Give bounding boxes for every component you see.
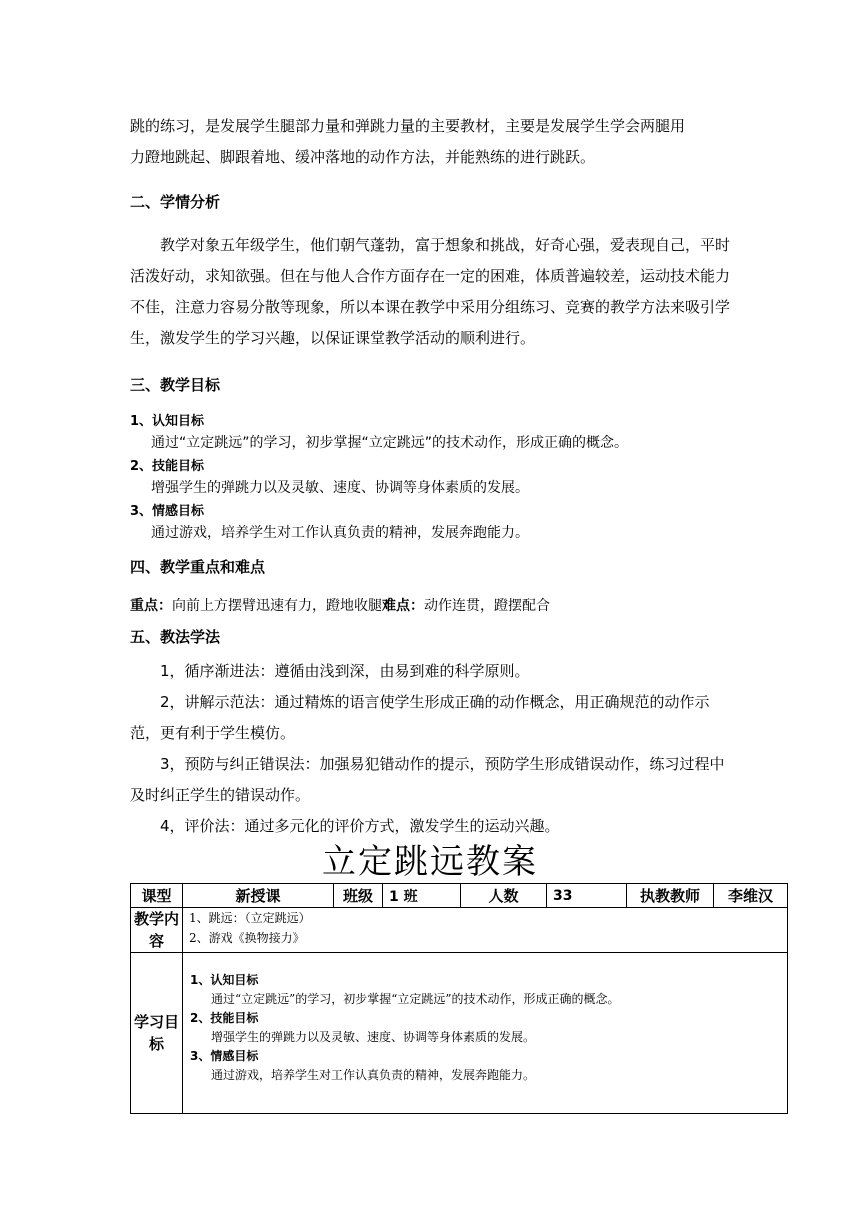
key-text: 向前上方摆臂迅速有力，蹬地收腿 [172, 598, 382, 614]
teacher-label: 执教教师 [627, 884, 714, 908]
goals-cell [183, 953, 788, 1114]
goals-label: 学习目标 [131, 953, 183, 1114]
key-points-line [130, 595, 550, 615]
plan-goal-title: 1、认知目标 [190, 973, 259, 987]
intro-line-1: 跳的练习，是发展学生腿部力量和弹跳力量的主要教材，主要是发展学生学会两腿用 [130, 117, 686, 135]
goal-title-emotion: 3、情感目标 [130, 504, 205, 519]
plan-goal-title: 2、技能目标 [190, 1011, 259, 1025]
content-label: 教学内容 [131, 908, 183, 953]
count-label: 人数 [461, 884, 547, 908]
plan-goal-desc: 通过“立定跳远”的学习，初步掌握“立定跳远”的技术动作，形成正确的概念。 [211, 992, 620, 1006]
plan-header-row [131, 884, 788, 908]
plan-goals-row [131, 953, 788, 1114]
plan-goal-desc: 通过游戏，培养学生对工作认真负责的精神，发展奔跑能力。 [211, 1068, 536, 1082]
goal-desc-skill: 增强学生的弹跳力以及灵敏、速度、协调等身体素质的发展。 [151, 480, 529, 496]
goal-desc-emotion: 通过游戏，培养学生对工作认真负责的精神，发展奔跑能力。 [151, 525, 529, 541]
section-heading-goals: 三、教学目标 [130, 376, 221, 394]
goal-desc-cognitive: 通过“立定跳远”的学习，初步掌握“立定跳远”的技术动作，形成正确的概念。 [151, 435, 629, 451]
content-item: 2、游戏《换物接力》 [189, 931, 305, 945]
goal-title-skill: 2、技能目标 [130, 459, 205, 474]
section-heading-analysis: 二、学情分析 [130, 193, 221, 211]
plan-title: 立定跳远教案 [322, 842, 538, 882]
class-label: 班级 [334, 884, 383, 908]
plan-goal-title: 3、情感目标 [190, 1049, 259, 1063]
method-item-3: 3，预防与纠正错误法：加强易犯错动作的提示，预防学生形成错误动作，练习过程中及时纠正学生的错误动作。 [130, 755, 725, 804]
method-item-4: 4，评价法：通过多元化的评价方式，激发学生的运动兴趣。 [160, 817, 560, 835]
content-item: 1、跳远：（立定跳远） [189, 911, 311, 925]
count-value: 33 [547, 884, 627, 908]
goal-title-cognitive: 1、认知目标 [130, 414, 205, 429]
analysis-paragraph: 教学对象五年级学生，他们朝气蓬勃，富于想象和挑战，好奇心强，爱表现自己，平时活泼好动，求知欲强。但在与他人合作方面存在一定的困难，体质普遍较差，运动技术能力不佳，注意力容易分散等现象，所以本课在教学中采用分组练习、竞赛的教学方法来吸引学生，激发学生的学习兴趣，以保证课堂教学活动的顺利进行。 [130, 236, 731, 347]
method-item-2: 2，讲解示范法：通过精炼的语言使学生形成正确的动作概念，用正确规范的动作示范，更有利于学生模仿。 [130, 693, 710, 742]
type-value: 新授课 [183, 884, 334, 908]
plan-content-row [131, 908, 788, 953]
plan-goal-desc: 增强学生的弹跳力以及灵敏、速度、协调等身体素质的发展。 [211, 1030, 536, 1044]
content-cell [183, 908, 788, 953]
section-heading-methods: 五、教法学法 [130, 628, 221, 646]
section-heading-key-points: 四、教学重点和难点 [130, 558, 266, 576]
teacher-value: 李维汉 [714, 884, 788, 908]
key-label: 重点： [130, 598, 172, 614]
difficulty-text: 动作连贯，蹬摆配合 [424, 598, 550, 614]
plan-table [130, 883, 788, 1114]
class-value: 1 班 [383, 884, 461, 908]
difficulty-label: 难点： [382, 598, 424, 614]
method-item-1: 1，循序渐进法：遵循由浅到深，由易到难的科学原则。 [160, 662, 530, 680]
type-label: 课型 [131, 884, 183, 908]
intro-line-2: 力蹬地跳起、脚跟着地、缓冲落地的动作方法，并能熟练的进行跳跃。 [130, 148, 596, 166]
